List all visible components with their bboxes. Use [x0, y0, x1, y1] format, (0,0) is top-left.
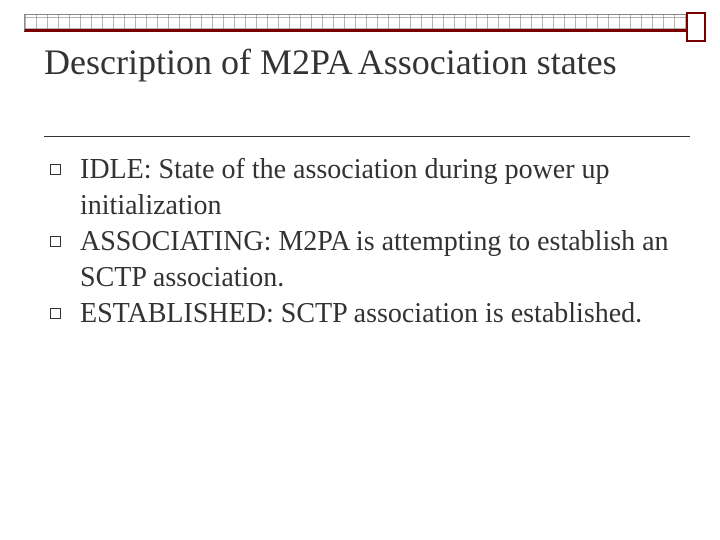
bullet-text: IDLE: State of the association during power up initialization — [80, 154, 610, 221]
list-item — [44, 296, 684, 332]
list-item — [44, 224, 684, 296]
decorative-grid-bar — [24, 14, 702, 32]
hollow-square-bullet-icon — [50, 308, 61, 319]
hollow-square-bullet-icon — [50, 164, 61, 175]
hollow-square-bullet-icon — [50, 236, 61, 247]
title-divider — [44, 136, 690, 137]
corner-box-icon — [686, 12, 706, 42]
bullet-list — [44, 152, 684, 332]
list-item — [44, 152, 684, 224]
bullet-text: ESTABLISHED: SCTP association is established. — [80, 298, 643, 329]
slide-title: Description of M2PA Association states — [44, 42, 617, 82]
bullet-text: ASSOCIATING: M2PA is attempting to establish an SCTP association. — [80, 226, 669, 293]
